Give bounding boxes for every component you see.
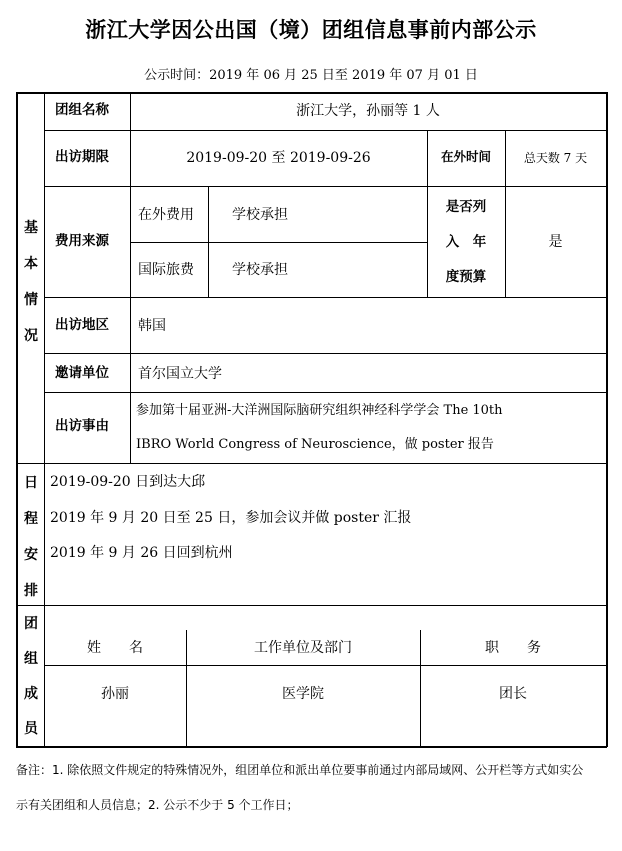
visit-period-value: 2019-09-20 至 2019-09-26 xyxy=(186,150,371,166)
group-name-label: 团组名称 xyxy=(55,102,109,118)
group-name-value: 浙江大学，孙丽等 1 人 xyxy=(296,103,440,119)
member-name: 孙丽 xyxy=(101,686,129,702)
inviter-value: 首尔国立大学 xyxy=(138,366,222,382)
budget-label-1: 是否列 xyxy=(445,199,487,215)
inviter-label: 邀请单位 xyxy=(55,365,109,381)
purpose-label: 出访事由 xyxy=(55,418,109,434)
budget-label-3: 度预算 xyxy=(445,269,487,285)
member-header-unit: 工作单位及部门 xyxy=(254,640,352,656)
purpose-line-2: IBRO World Congress of Neuroscience，做 poster 报告 xyxy=(136,437,494,452)
notice-period: 公示时间：2019 年 06 月 25 日至 2019 年 07 月 01 日 xyxy=(144,68,478,83)
destination-value: 韩国 xyxy=(138,318,166,334)
funding-label: 费用来源 xyxy=(55,233,109,249)
remarks-line-2: 示有关团组和人员信息；2. 公示不少于 5 个工作日； xyxy=(16,798,299,812)
budget-label-2: 入 年 xyxy=(445,234,487,250)
schedule-item: 2019 年 9 月 26 日回到杭州 xyxy=(50,545,233,561)
member-header-name: 姓 名 xyxy=(87,640,143,656)
expense-abroad-label: 在外费用 xyxy=(138,207,194,223)
time-abroad-label: 在外时间 xyxy=(440,149,491,164)
section-schedule-label: 日 程 安 排 xyxy=(24,475,38,599)
page-title: 浙江大学因公出国（境）团组信息事前内部公示 xyxy=(85,18,537,42)
member-unit: 医学院 xyxy=(282,686,324,702)
expense-abroad-value: 学校承担 xyxy=(232,207,288,223)
schedule-item: 2019 年 9 月 20 日至 25 日，参加会议并做 poster 汇报 xyxy=(50,510,412,526)
member-title: 团长 xyxy=(499,686,527,702)
budget-value: 是 xyxy=(548,234,563,250)
intl-travel-value: 学校承担 xyxy=(232,262,288,278)
destination-label: 出访地区 xyxy=(55,317,109,333)
schedule-item: 2019-09-20 日到达大邱 xyxy=(50,474,206,490)
intl-travel-label: 国际旅费 xyxy=(138,262,194,278)
section-basic-label: 基 本 情 况 xyxy=(24,220,38,344)
time-abroad-value: 总天数 7 天 xyxy=(523,151,588,165)
member-header-title: 职 务 xyxy=(485,640,541,656)
purpose-line-1: 参加第十届亚洲-大洋洲国际脑研究组织神经科学学会 The 10th xyxy=(136,403,503,418)
remarks-line-1: 备注：1. 除依照文件规定的特殊情况外，组团单位和派出单位要事前通过内部局域网、公开栏等方式如实公 xyxy=(16,763,584,777)
section-members-label: 团 组 成 员 xyxy=(24,616,38,737)
visit-period-label: 出访期限 xyxy=(55,149,109,165)
